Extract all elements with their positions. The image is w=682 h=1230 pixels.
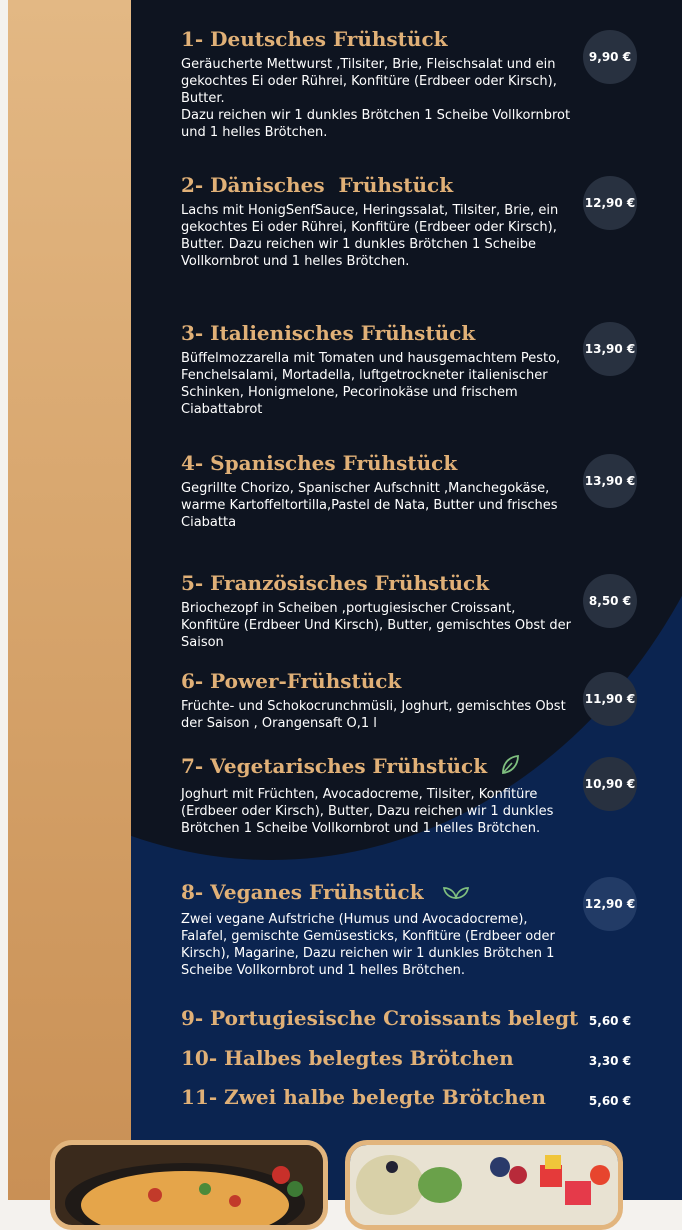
menu-item-6 <box>181 669 571 732</box>
price-badge-8: 12,90 € <box>583 877 637 931</box>
price-9: 5,60 € <box>588 1014 632 1028</box>
item-description: Joghurt mit Früchten, Avocadocreme, Tilsiter, Konfitüre (Erdbeer oder Kirsch), Butter, Dazu reichen wir 1 dunkles Brötchen 1 Scheibe Vollkornbrot und 1 helles Brötchen. <box>181 787 554 836</box>
item-title: 9- Portugiesische Croissants belegt <box>181 1006 579 1030</box>
item-description: Geräucherte Mettwurst ,Tilsiter, Brie, Fleischsalat und ein gekochtes Ei oder Rührei, Konfitüre (Erdbeer oder Kirsch), Butter. Dazu reichen wir 1 dunkles Brötchen 1 Scheibe Vollkornbrot und 1 helles Brötchen. <box>181 57 571 140</box>
price-11: 5,60 € <box>588 1094 632 1108</box>
menu-item-5 <box>181 571 571 651</box>
price-10: 3,30 € <box>588 1054 632 1068</box>
item-title: 8- Veganes Frühstück <box>181 880 424 904</box>
item-title: 1- Deutsches Frühstück <box>181 27 448 51</box>
item-description: Gegrillte Chorizo, Spanischer Aufschnitt ,Manchegokäse, warme Kartoffeltortilla,Pastel de Nata, Butter und frisches Ciabatta <box>181 481 558 530</box>
item-description: Büffelmozzarella mit Tomaten und hausgemachtem Pesto, Fenchelsalami, Mortadella, luftgetrockneter italienischer Schinken, Honigmelone, Pecorinokäse und frischem Ciabattabrot <box>181 351 561 417</box>
menu-item-2 <box>181 173 571 270</box>
item-title-row <box>181 880 571 906</box>
item-title: 4- Spanisches Frühstück <box>181 451 458 475</box>
item-title: 11- Zwei halbe belegte Brötchen <box>181 1085 546 1109</box>
gold-side-strip <box>8 0 132 1200</box>
item-title: 7- Vegetarisches Frühstück <box>181 754 488 778</box>
item-title: 5- Französisches Frühstück <box>181 571 490 595</box>
item-title: 2- Dänisches Frühstück <box>181 173 454 197</box>
price-badge-3: 13,90 € <box>583 322 637 376</box>
item-title: 10- Halbes belegtes Brötchen <box>181 1046 514 1070</box>
double-leaf-icon <box>443 882 469 906</box>
leaf-icon <box>500 754 520 781</box>
item-description: Früchte- und Schokocrunchmüsli, Joghurt, gemischtes Obst der Saison , Orangensaft O,1 l <box>181 699 566 731</box>
menu-item-3 <box>181 321 571 418</box>
food-photo-frittata <box>50 1140 328 1230</box>
item-description: Zwei vegane Aufstriche (Humus und Avocadocreme), Falafel, gemischte Gemüsesticks, Konfitüre (Erdbeer oder Kirsch), Magarine, Dazu reichen wir 1 dunkles Brötchen 1 Scheibe Vollkornbrot und 1 helles Brötchen. <box>181 911 555 978</box>
menu-item-11 <box>181 1085 571 1109</box>
price-badge-2: 12,90 € <box>583 176 637 230</box>
menu-item-1 <box>181 27 571 141</box>
price-badge-7: 10,90 € <box>583 757 637 811</box>
price-badge-1: 9,90 € <box>583 30 637 84</box>
price-badge-6: 11,90 € <box>583 672 637 726</box>
item-title: 3- Italienisches Frühstück <box>181 321 476 345</box>
menu-item-10 <box>181 1046 571 1070</box>
item-description: Briochezopf in Scheiben ,portugiesischer Croissant, Konfitüre (Erdbeer Und Kirsch), Butter, gemischtes Obst der Saison <box>181 601 572 650</box>
menu-item-8 <box>181 880 571 979</box>
item-description: Lachs mit HonigSenfSauce, Heringssalat, Tilsiter, Brie, ein gekochtes Ei oder Rührei, Konfitüre (Erdbeer oder Kirsch), Butter. Dazu reichen wir 1 dunkles Brötchen 1 Scheibe Vollkornbrot und 1 helles Brötchen. <box>181 203 559 269</box>
menu-item-7 <box>181 754 571 837</box>
price-badge-5: 8,50 € <box>583 574 637 628</box>
item-title: 6- Power-Frühstück <box>181 669 402 693</box>
item-title-row <box>181 754 571 781</box>
menu-item-9 <box>181 1006 581 1030</box>
price-badge-4: 13,90 € <box>583 454 637 508</box>
menu-item-4 <box>181 451 571 531</box>
food-photo-fruit-bowl <box>345 1140 623 1230</box>
